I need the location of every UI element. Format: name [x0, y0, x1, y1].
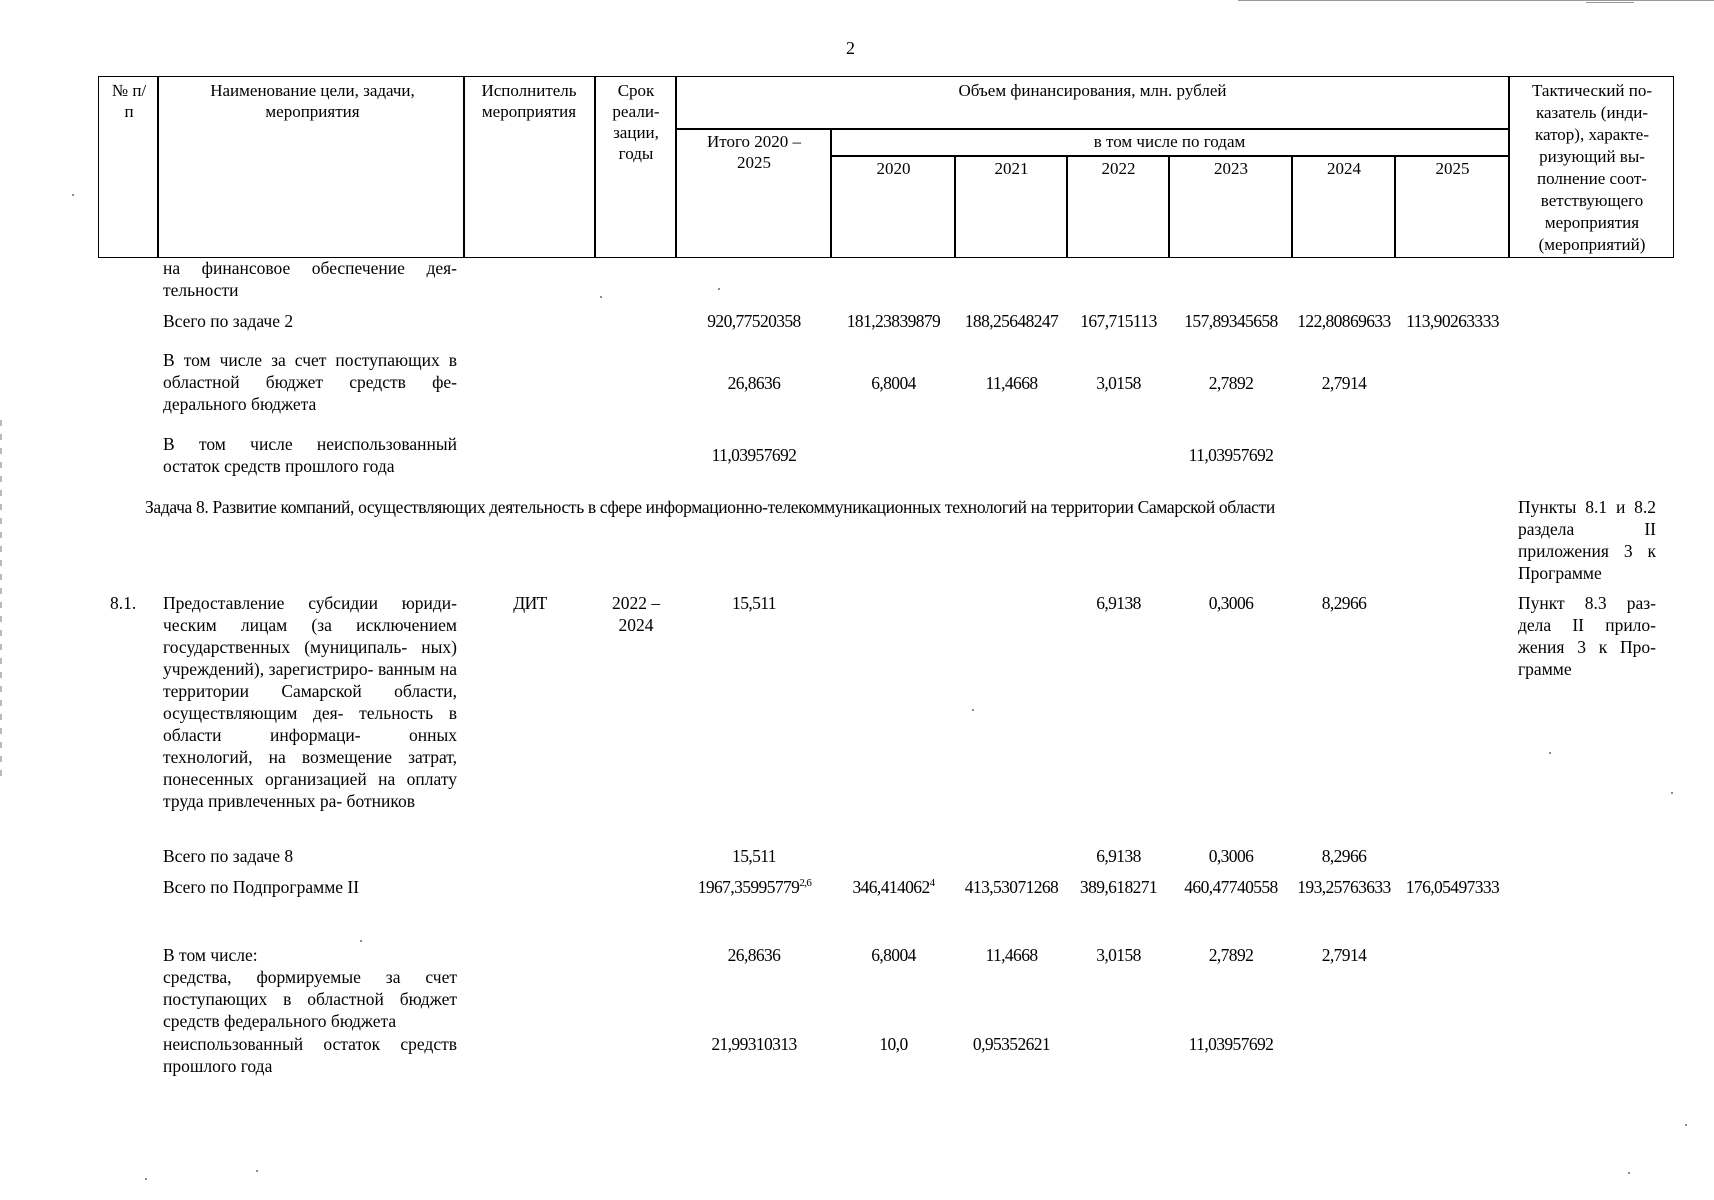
scan-left-edge: [0, 420, 2, 780]
scan-speck: [1628, 1172, 1630, 1174]
incl-federal-2020: 6,8004: [871, 945, 916, 965]
task2-total-2020: 181,23839879: [846, 311, 941, 331]
item81-total: 15,511: [732, 593, 776, 613]
incl-federal-sum: 26,8636: [727, 945, 781, 965]
task2-unused-sum: 11,03957692: [711, 445, 797, 465]
item81-2023: 0,3006: [1208, 593, 1254, 613]
task2-federal-sum: 26,8636: [727, 373, 781, 393]
scan-speck: [72, 194, 74, 196]
task8-total-sum: 15,511: [732, 846, 776, 866]
header-term: Срок реали- зации, годы: [612, 81, 660, 163]
header-executor: Исполнитель мероприятия: [481, 81, 577, 121]
incl-unused-sum: 21,99310313: [711, 1034, 797, 1054]
sub2-total-2021: 413,53071268: [964, 877, 1059, 897]
task8-total-2022: 6,9138: [1096, 846, 1141, 866]
header-year-2021: 2021: [994, 159, 1029, 178]
task8-total-2024: 8,2966: [1321, 846, 1367, 866]
incl-label: В том числе:: [163, 945, 258, 965]
header-year-2020: 2020: [876, 159, 911, 178]
header-year-2024: 2024: [1327, 159, 1361, 178]
item81-tactic: Пункт 8.3 раз- дела II прило- жения 3 к Про- грамме: [1518, 593, 1656, 679]
sub2-total-2020: 346,414062$^4$: [852, 877, 935, 897]
scan-speck: [1671, 792, 1673, 794]
scan-speck: [600, 296, 602, 298]
continuation-text: на финансовое обеспечение дея- тельности: [163, 258, 457, 300]
header-year-2023: 2023: [1214, 159, 1248, 178]
header-year-2022: 2022: [1101, 159, 1136, 178]
scan-speck: [145, 1178, 147, 1180]
task2-total-2024: 122,80869633: [1297, 311, 1391, 331]
task2-unused-2023: 11,03957692: [1188, 445, 1274, 465]
task2-federal-2024: 2,7914: [1321, 373, 1367, 393]
task2-total-2023: 157,89345658: [1184, 311, 1278, 331]
task8-title: Задача 8. Развитие компаний, осуществляющих деятельность в сфере информационно-телекоммуникационных технологий на территории Самарской области: [145, 497, 1275, 517]
header-num: № п/п: [111, 81, 147, 121]
task2-federal-2023: 2,7892: [1208, 373, 1254, 393]
sub2-total-2025: 176,05497333: [1405, 877, 1500, 897]
sub2-total-sum: 1967,35995779$^{2,6}$: [697, 877, 812, 897]
task2-total-sum: 920,77520358: [707, 311, 801, 331]
header-by-years: в том числе по годам: [1093, 132, 1246, 151]
incl-unused-label: неиспользованный остаток средств прошлого года: [163, 1034, 457, 1076]
task2-federal-2020: 6,8004: [871, 373, 916, 393]
header-total: Итого 2020 – 2025: [706, 132, 802, 172]
sub2-total-2024: 193,25763633: [1297, 877, 1391, 897]
incl-unused-2023: 11,03957692: [1188, 1034, 1274, 1054]
item81-name: Предоставление субсидии юриди- ческим лицам (за исключением государственных (муниципаль- ных) учреждений), зарегистриро- ванным на территории Самарской области, осуществляющим дея- тельность в области информаци- онных технологий, на возмещение затрат, понесенных организацией на оплату труда привлеченных ра- ботников: [163, 593, 457, 811]
item81-num: 8.1.: [110, 593, 137, 613]
task8-tactic: Пункты 8.1 и 8.2 раздела II приложения 3 к Программе: [1518, 497, 1656, 583]
scan-speck: [360, 940, 362, 942]
item81-2024: 8,2966: [1321, 593, 1367, 613]
scan-top-rule: [1238, 0, 1714, 1]
incl-unused-2020: 10,0: [879, 1034, 908, 1054]
task2-total-2022: 167,715113: [1080, 311, 1157, 331]
task2-unused-label: В том числе неиспользованный остаток средств прошлого года: [163, 434, 457, 476]
page-number: 2: [846, 38, 855, 58]
header-tactic: Тактический по- казатель (инди- катор), характе- ризующий вы- полнение соот- ветствующего мероприятия (мероприятий): [1531, 81, 1653, 254]
scan-speck: [718, 288, 720, 290]
incl-federal-2024: 2,7914: [1321, 945, 1367, 965]
task8-total-2023: 0,3006: [1208, 846, 1254, 866]
incl-federal-label: средства, формируемые за счет поступающих в областной бюджет средств федерального бюджета: [163, 967, 457, 1031]
header-name: Наименование цели, задачи, мероприятия: [210, 81, 415, 121]
item81-term: 2022 – 2024: [611, 593, 661, 635]
incl-federal-2023: 2,7892: [1208, 945, 1254, 965]
task2-total-label: Всего по задаче 2: [163, 311, 294, 331]
sub2-total-2023: 460,47740558: [1184, 877, 1278, 897]
item81-2022: 6,9138: [1096, 593, 1141, 613]
header-funding: Объем финансирования, млн. рублей: [958, 81, 1227, 100]
sub2-total-2022: 389,618271: [1079, 877, 1158, 897]
task2-federal-label: В том числе за счет поступающих в областной бюджет средств фе- дерального бюджета: [163, 350, 457, 414]
task2-total-2025: 113,90263333: [1406, 311, 1499, 331]
header-year-2025: 2025: [1435, 159, 1470, 178]
incl-federal-2021: 11,4668: [985, 945, 1038, 965]
incl-federal-2022: 3,0158: [1096, 945, 1141, 965]
sub2-total-label: Всего по Подпрограмме II: [163, 877, 360, 897]
task2-total-2021: 188,25648247: [964, 311, 1059, 331]
scan-speck: [972, 709, 974, 711]
task2-federal-2022: 3,0158: [1096, 373, 1141, 393]
scan-speck: [1685, 1124, 1687, 1126]
scan-speck: [1549, 752, 1551, 754]
task2-federal-2021: 11,4668: [985, 373, 1038, 393]
incl-unused-2021: 0,95352621: [972, 1034, 1051, 1054]
task8-total-label: Всего по задаче 8: [163, 846, 294, 866]
scan-speck: [256, 1170, 258, 1172]
scan-top-rule: [1586, 2, 1634, 3]
item81-executor: ДИТ: [513, 593, 547, 613]
